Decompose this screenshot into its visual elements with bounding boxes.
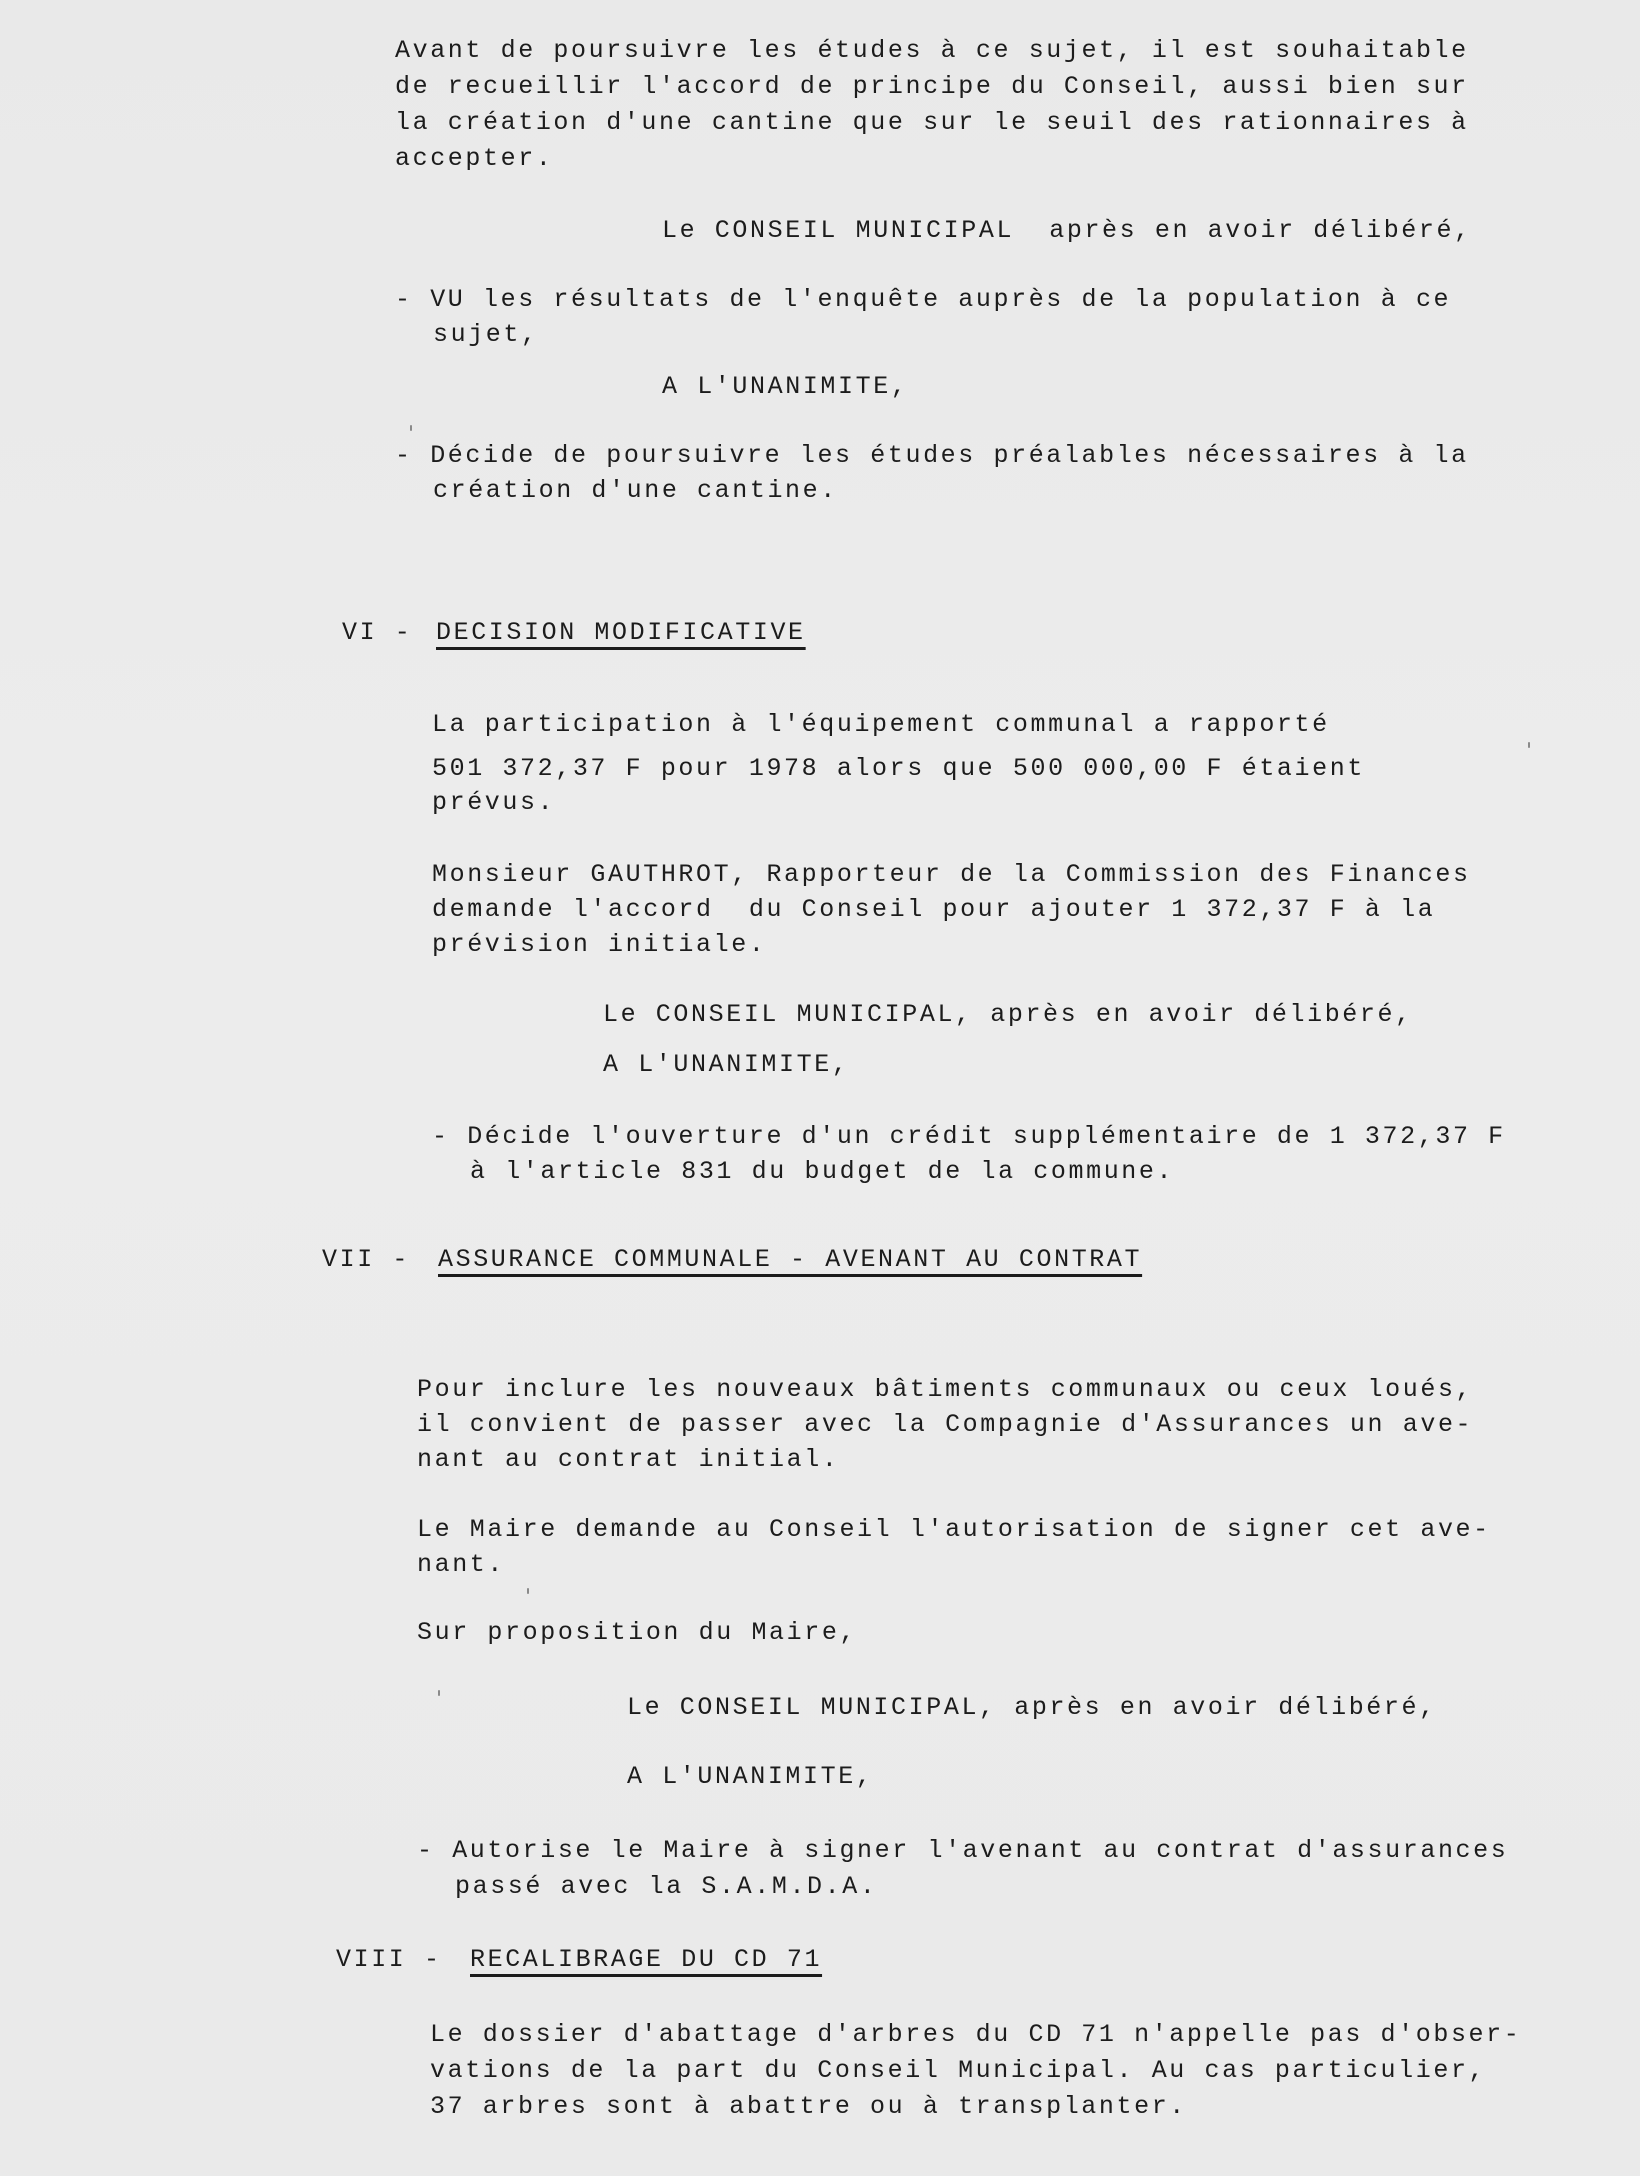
intro-line-4: accepter. xyxy=(395,144,554,173)
section-vi-decision-line-1: - Décide l'ouverture d'un crédit supplémentaire de 1 372,37 F xyxy=(432,1122,1506,1151)
section-viii-para1-line-2: vations de la part du Conseil Municipal. Au cas particulier, xyxy=(430,2056,1487,2085)
section-viii-title: RECALIBRAGE DU CD 71 xyxy=(470,1945,823,1974)
paper-speck xyxy=(527,1588,529,1594)
section-vi-decision-line-2: à l'article 831 du budget de la commune. xyxy=(470,1157,1175,1186)
paper-speck xyxy=(1528,742,1530,748)
section-vi-deliberation: Le CONSEIL MUNICIPAL, après en avoir délibéré, xyxy=(603,1000,1413,1029)
section-vi-para2-line-2: demande l'accord du Conseil pour ajouter 1 372,37 F à la xyxy=(432,895,1436,924)
considerant-line-2: sujet, xyxy=(433,320,539,349)
decision-line-2: création d'une cantine. xyxy=(433,476,838,505)
considerant-line-1: - VU les résultats de l'enquête auprès de la population à ce xyxy=(395,285,1452,314)
section-vii-decision-line-1: - Autorise le Maire à signer l'avenant au contrat d'assurances xyxy=(417,1836,1509,1865)
section-vi-para2-line-1: Monsieur GAUTHROT, Rapporteur de la Commission des Finances xyxy=(432,860,1471,889)
section-viii-para1-line-1: Le dossier d'abattage d'arbres du CD 71 n'appelle pas d'obser- xyxy=(430,2020,1522,2049)
section-vii-title: ASSURANCE COMMUNALE - AVENANT AU CONTRAT xyxy=(438,1245,1143,1274)
intro-line-2: de recueillir l'accord de principe du Conseil, aussi bien sur xyxy=(395,72,1469,101)
paper-speck xyxy=(438,1690,440,1696)
section-vi-para1-line-1: La participation à l'équipement communal a rapporté xyxy=(432,710,1330,739)
section-viii-para1-line-3: 37 arbres sont à abattre ou à transplanter. xyxy=(430,2092,1187,2121)
section-vi-unanimite: A L'UNANIMITE, xyxy=(603,1050,850,1079)
section-vi-para1-line-3: prévus. xyxy=(432,788,556,817)
section-vii-para2-line-2: nant. xyxy=(417,1550,506,1579)
section-vi-para2-line-3: prévision initiale. xyxy=(432,930,767,959)
intro-line-1: Avant de poursuivre les études à ce sujet, il est souhaitable xyxy=(395,36,1469,65)
section-vii-para1-line-2: il convient de passer avec la Compagnie d'Assurances un ave- xyxy=(417,1410,1474,1439)
section-vii-para2-line-1: Le Maire demande au Conseil l'autorisation de signer cet ave- xyxy=(417,1515,1491,1544)
section-vi-para1-line-2: 501 372,37 F pour 1978 alors que 500 000,00 F étaient xyxy=(432,754,1365,783)
intro-line-3: la création d'une cantine que sur le seuil des rationnaires à xyxy=(395,108,1469,137)
section-vii-para3: Sur proposition du Maire, xyxy=(417,1618,858,1647)
deliberation-statement: Le CONSEIL MUNICIPAL après en avoir délibéré, xyxy=(662,216,1472,245)
section-vii-deliberation: Le CONSEIL MUNICIPAL, après en avoir délibéré, xyxy=(627,1693,1437,1722)
section-vii-decision-line-2: passé avec la S.A.M.D.A. xyxy=(455,1872,878,1901)
decision-line-1: - Décide de poursuivre les études préalables nécessaires à la xyxy=(395,441,1469,470)
section-vi-number: VI - xyxy=(342,618,413,647)
unanimite-label: A L'UNANIMITE, xyxy=(662,372,909,401)
section-vii-para1-line-3: nant au contrat initial. xyxy=(417,1445,840,1474)
section-viii-number: VIII - xyxy=(336,1945,442,1974)
section-vii-number: VII - xyxy=(322,1245,411,1274)
paper-speck xyxy=(410,425,412,431)
section-vii-unanimite: A L'UNANIMITE, xyxy=(627,1762,874,1791)
section-vi-title: DECISION MODIFICATIVE xyxy=(436,618,806,647)
section-vii-para1-line-1: Pour inclure les nouveaux bâtiments communaux ou ceux loués, xyxy=(417,1375,1474,1404)
